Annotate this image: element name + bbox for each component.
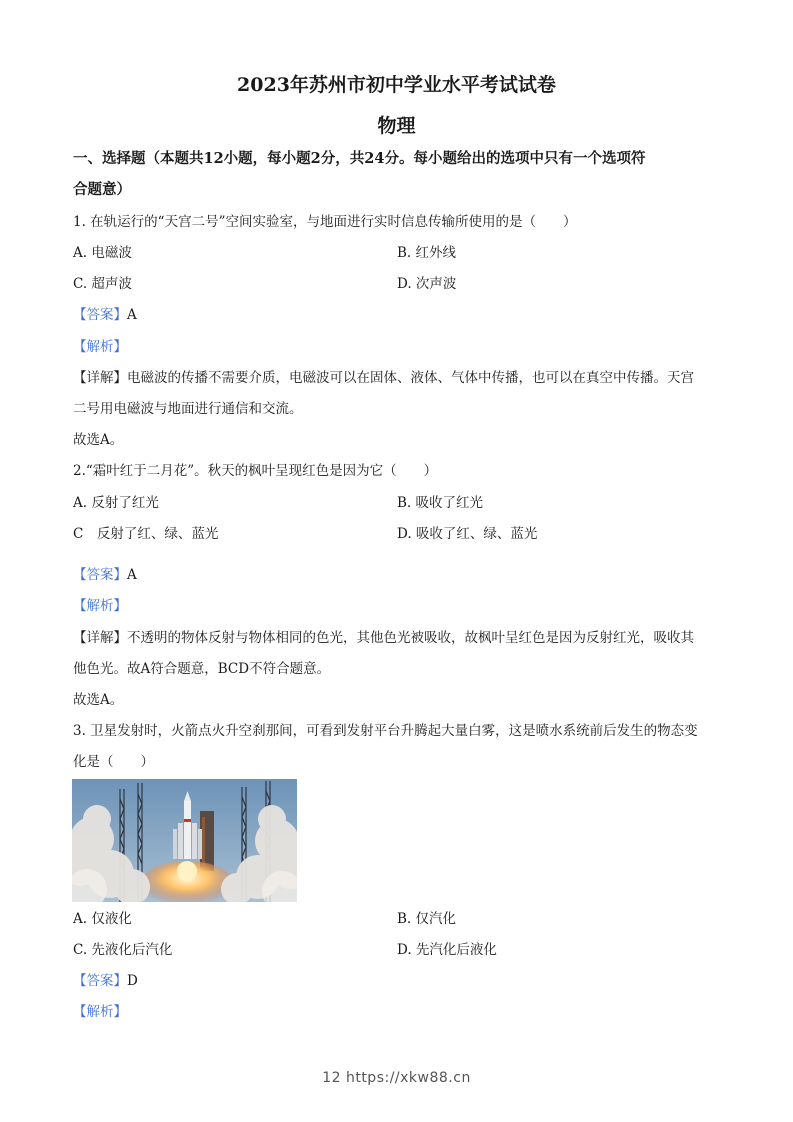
q2-detail-line2: 他色光。故A符合题意，BCD不符合题意。 [73,661,331,677]
q2-detail-line1 [73,629,694,647]
q1-stem: 1. 在轨运行的“天宫二号”空间实验室，与地面进行实时信息传输所使用的是（ ） [73,214,577,230]
q2-conclusion: 故选A。 [73,692,124,708]
subject-title: 物理 [377,115,416,137]
q3-stem-line1: 3. 卫星发射时，火箭点火升空刹那间，可看到发射平台升腾起大量白雾，这是喷水系统前后发生的物态变 [73,723,698,739]
q3-option-b: B. 仅汽化 [397,911,457,927]
analysis-tag: 【解析】 [73,1004,127,1020]
detail-tag: 【详解】 [73,370,127,386]
q1-conclusion: 故选A。 [73,432,124,448]
q1-option-c: C. 超声波 [73,276,132,292]
analysis-tag: 【解析】 [73,339,127,355]
q3-answer-value: D [127,973,138,989]
answer-tag: 【答案】 [73,567,127,583]
analysis-tag: 【解析】 [73,598,127,614]
q3-answer [73,972,138,990]
section-heading-line2: 合题意） [73,181,131,198]
q1-detail-line1 [73,369,694,387]
q2-analysis [73,597,127,615]
q1-answer-value: A [127,307,137,323]
q2-stem: 2.“霜叶红于二月花”。秋天的枫叶呈现红色是因为它（ ） [73,463,438,479]
q2-option-b: B. 吸收了红光 [397,495,484,511]
detail-tag: 【详解】 [73,630,127,646]
q1-detail-text1: 电磁波的传播不需要介质，电磁波可以在固体、液体、气体中传播，也可以在真空中传播。天宫 [127,370,694,386]
q3-option-a: A. 仅液化 [73,911,132,927]
q3-stem-line2: 化是（ ） [73,754,154,770]
q3-option-c: C. 先液化后汽化 [73,942,173,958]
q3-analysis [73,1003,127,1021]
q1-answer [73,306,137,324]
q1-detail-line2: 二号用电磁波与地面进行通信和交流。 [73,401,303,417]
q2-answer [73,566,137,584]
q2-detail-text1: 不透明的物体反射与物体相同的色光，其他色光被吸收，故枫叶呈红色是因为反射红光，吸收其 [127,630,694,646]
q1-option-d: D. 次声波 [397,276,457,292]
rocket-launch-photo [72,779,297,902]
answer-tag: 【答案】 [73,973,127,989]
q2-option-d: D. 吸收了红、绿、蓝光 [397,526,538,542]
page-footer: 12 https://xkw88.cn [322,1070,471,1086]
q3-option-d: D. 先汽化后液化 [397,942,497,958]
q2-option-a: A. 反射了红光 [73,495,159,511]
q1-analysis [73,338,127,356]
q2-answer-value: A [127,567,137,583]
section-heading-line1: 一、选择题（本题共12小题，每小题2分，共24分。每小题给出的选项中只有一个选项符 [73,150,646,167]
q2-option-c: C 反射了红、绿、蓝光 [73,526,219,542]
q1-option-b: B. 红外线 [397,245,457,261]
exam-title: 2023年苏州市初中学业水平考试试卷 [237,74,556,96]
answer-tag: 【答案】 [73,307,127,323]
q1-option-a: A. 电磁波 [73,245,132,261]
